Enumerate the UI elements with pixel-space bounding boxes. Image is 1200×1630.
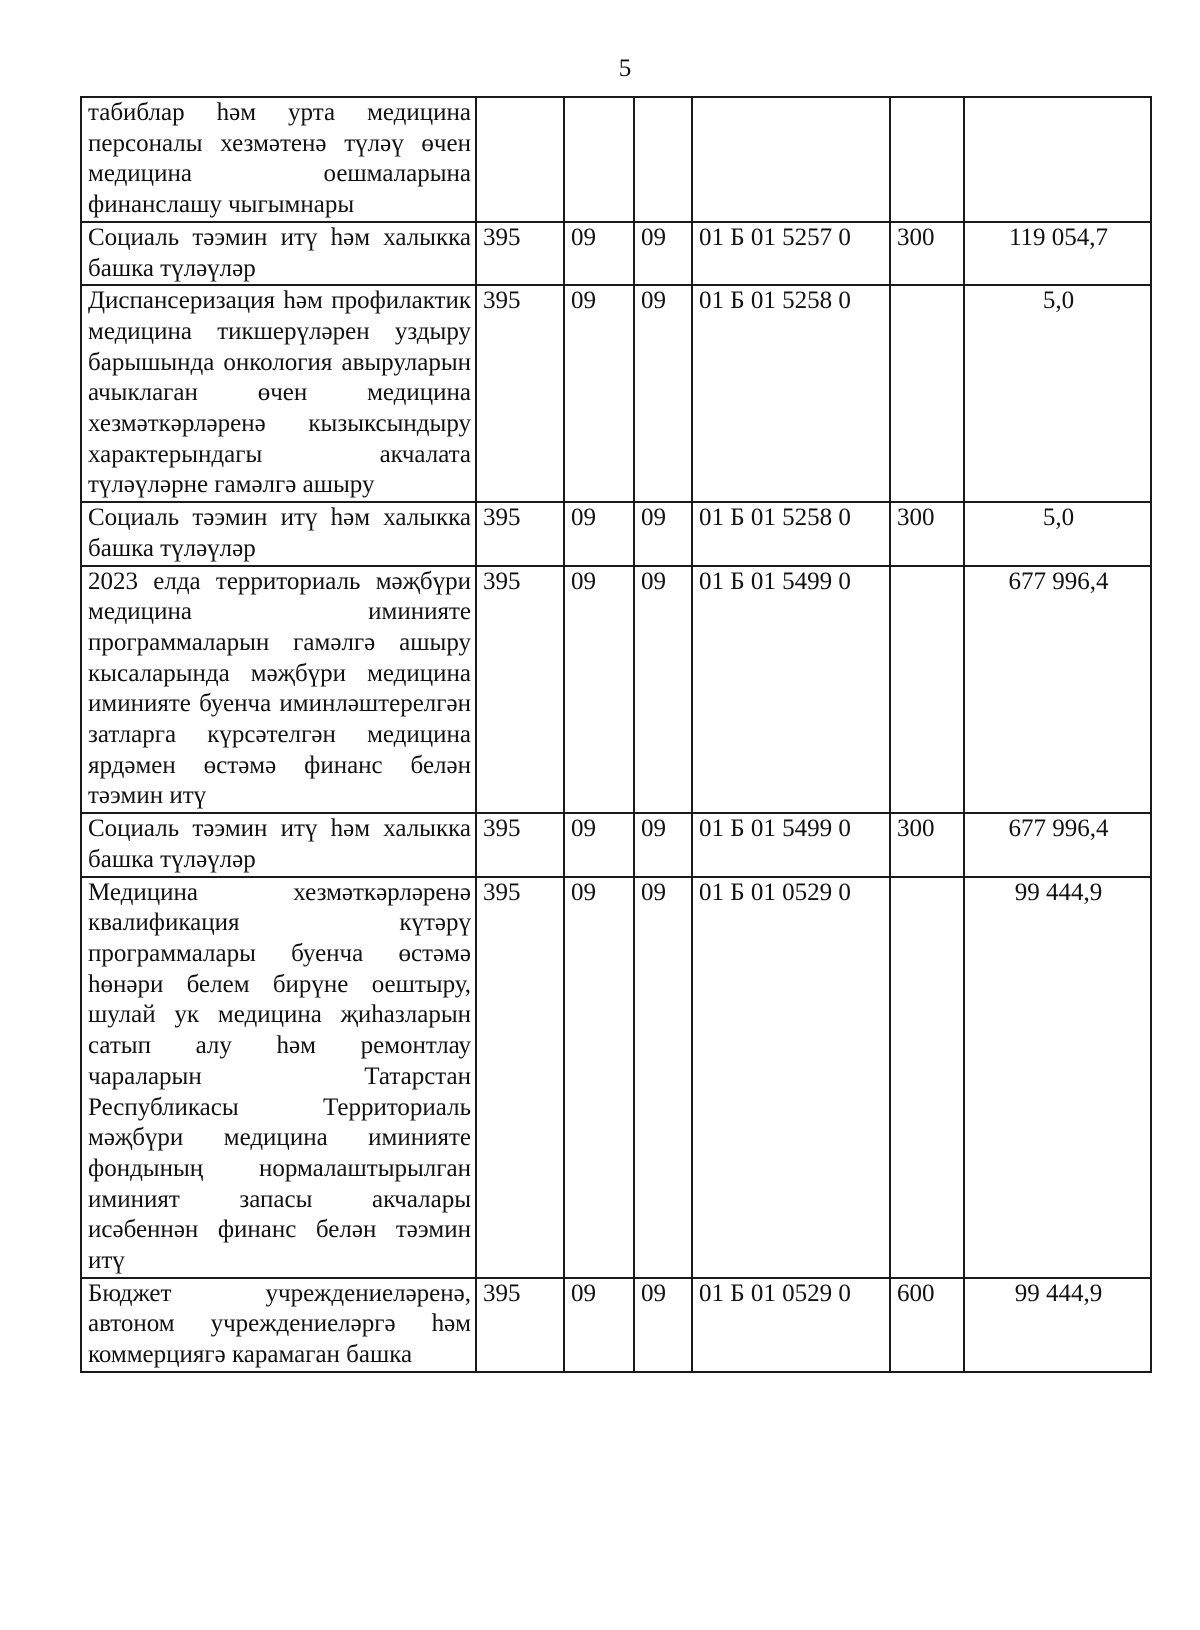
row-name-cell: Медицина хезмәткәрләренә квалификация күтәрү программалары буенча өстәмә һөнәри белем бирүне оештыру, шулай ук медицина җиһазларын сатып алу һәм ремонтлау чараларын Татарстан Республикасы Территориаль мәҗбүри медицина иминияте фондының нормалаштырылган иминият запасы акчалары исәбеннән финанс белән тәэмин итү <box>81 877 476 1278</box>
target-article-cell: 01 Б 01 5499 0 <box>692 566 890 814</box>
target-article-cell: 01 Б 01 5258 0 <box>692 285 890 502</box>
subsection-cell: 09 <box>634 813 692 876</box>
table-row <box>81 1278 1151 1372</box>
target-article-cell: 01 Б 01 0529 0 <box>692 877 890 1278</box>
ved-cell: 395 <box>476 566 564 814</box>
ved-cell: 395 <box>476 877 564 1278</box>
amount-cell: 5,0 <box>964 285 1151 502</box>
row-name-cell: Социаль тәэмин итү һәм халыкка башка түләүләр <box>81 813 476 876</box>
expense-type-cell <box>890 877 964 1278</box>
expense-type-cell: 300 <box>890 222 964 285</box>
section-cell: 09 <box>564 1278 634 1372</box>
table-row <box>81 566 1151 814</box>
target-article-cell: 01 Б 01 5258 0 <box>692 502 890 565</box>
section-cell: 09 <box>564 502 634 565</box>
row-name-cell: Бюджет учреждениеләренә, автоном учреждениеләргә һәм коммерциягә карамаган башка <box>81 1278 476 1372</box>
ved-cell <box>476 97 564 222</box>
ved-cell: 395 <box>476 222 564 285</box>
table-row <box>81 222 1151 285</box>
ved-cell: 395 <box>476 502 564 565</box>
subsection-cell <box>634 97 692 222</box>
subsection-cell: 09 <box>634 222 692 285</box>
target-article-cell: 01 Б 01 0529 0 <box>692 1278 890 1372</box>
section-cell: 09 <box>564 813 634 876</box>
row-name-cell: Социаль тәэмин итү һәм халыкка башка түләүләр <box>81 502 476 565</box>
expense-type-cell: 300 <box>890 813 964 876</box>
table-row <box>81 97 1151 222</box>
subsection-cell: 09 <box>634 285 692 502</box>
subsection-cell: 09 <box>634 502 692 565</box>
row-name-cell: 2023 елда территориаль мәҗбүри медицина иминияте программаларын гамәлгә ашыру кысаларында мәҗбүри медицина иминияте буенча иминләштерелгән затларга күрсәтелгән медицина ярдәмен өстәмә финанс белән тәэмин итү <box>81 566 476 814</box>
ved-cell: 395 <box>476 1278 564 1372</box>
target-article-cell: 01 Б 01 5499 0 <box>692 813 890 876</box>
expense-type-cell: 600 <box>890 1278 964 1372</box>
target-article-cell <box>692 97 890 222</box>
ved-cell: 395 <box>476 285 564 502</box>
table-row <box>81 285 1151 502</box>
target-article-cell: 01 Б 01 5257 0 <box>692 222 890 285</box>
amount-cell: 119 054,7 <box>964 222 1151 285</box>
row-name-cell: Диспансеризация һәм профилактик медицина тикшерүләрен уздыру барышында онкология авыруларын ачыклаган өчен медицина хезмәткәрләренә кызыксындыру характерындагы акчалата түләүләрне гамәлгә ашыру <box>81 285 476 502</box>
expense-type-cell <box>890 566 964 814</box>
expense-type-cell <box>890 97 964 222</box>
section-cell: 09 <box>564 285 634 502</box>
ved-cell: 395 <box>476 813 564 876</box>
row-name-cell: табиблар һәм урта медицина персоналы хезмәтенә түләү өчен медицина оешмаларына финанслашу чыгымнары <box>81 97 476 222</box>
subsection-cell: 09 <box>634 1278 692 1372</box>
amount-cell <box>964 97 1151 222</box>
page-number: 5 <box>618 55 632 82</box>
section-cell: 09 <box>564 566 634 814</box>
table-row <box>81 877 1151 1278</box>
amount-cell: 99 444,9 <box>964 1278 1151 1372</box>
table-row <box>81 813 1151 876</box>
expense-type-cell: 300 <box>890 502 964 565</box>
amount-cell: 677 996,4 <box>964 566 1151 814</box>
subsection-cell: 09 <box>634 566 692 814</box>
row-name-cell: Социаль тәэмин итү һәм халыкка башка түләүләр <box>81 222 476 285</box>
subsection-cell: 09 <box>634 877 692 1278</box>
section-cell: 09 <box>564 222 634 285</box>
amount-cell: 677 996,4 <box>964 813 1151 876</box>
amount-cell: 99 444,9 <box>964 877 1151 1278</box>
table-row <box>81 502 1151 565</box>
budget-table <box>80 96 1152 1373</box>
section-cell <box>564 97 634 222</box>
section-cell: 09 <box>564 877 634 1278</box>
amount-cell: 5,0 <box>964 502 1151 565</box>
expense-type-cell <box>890 285 964 502</box>
